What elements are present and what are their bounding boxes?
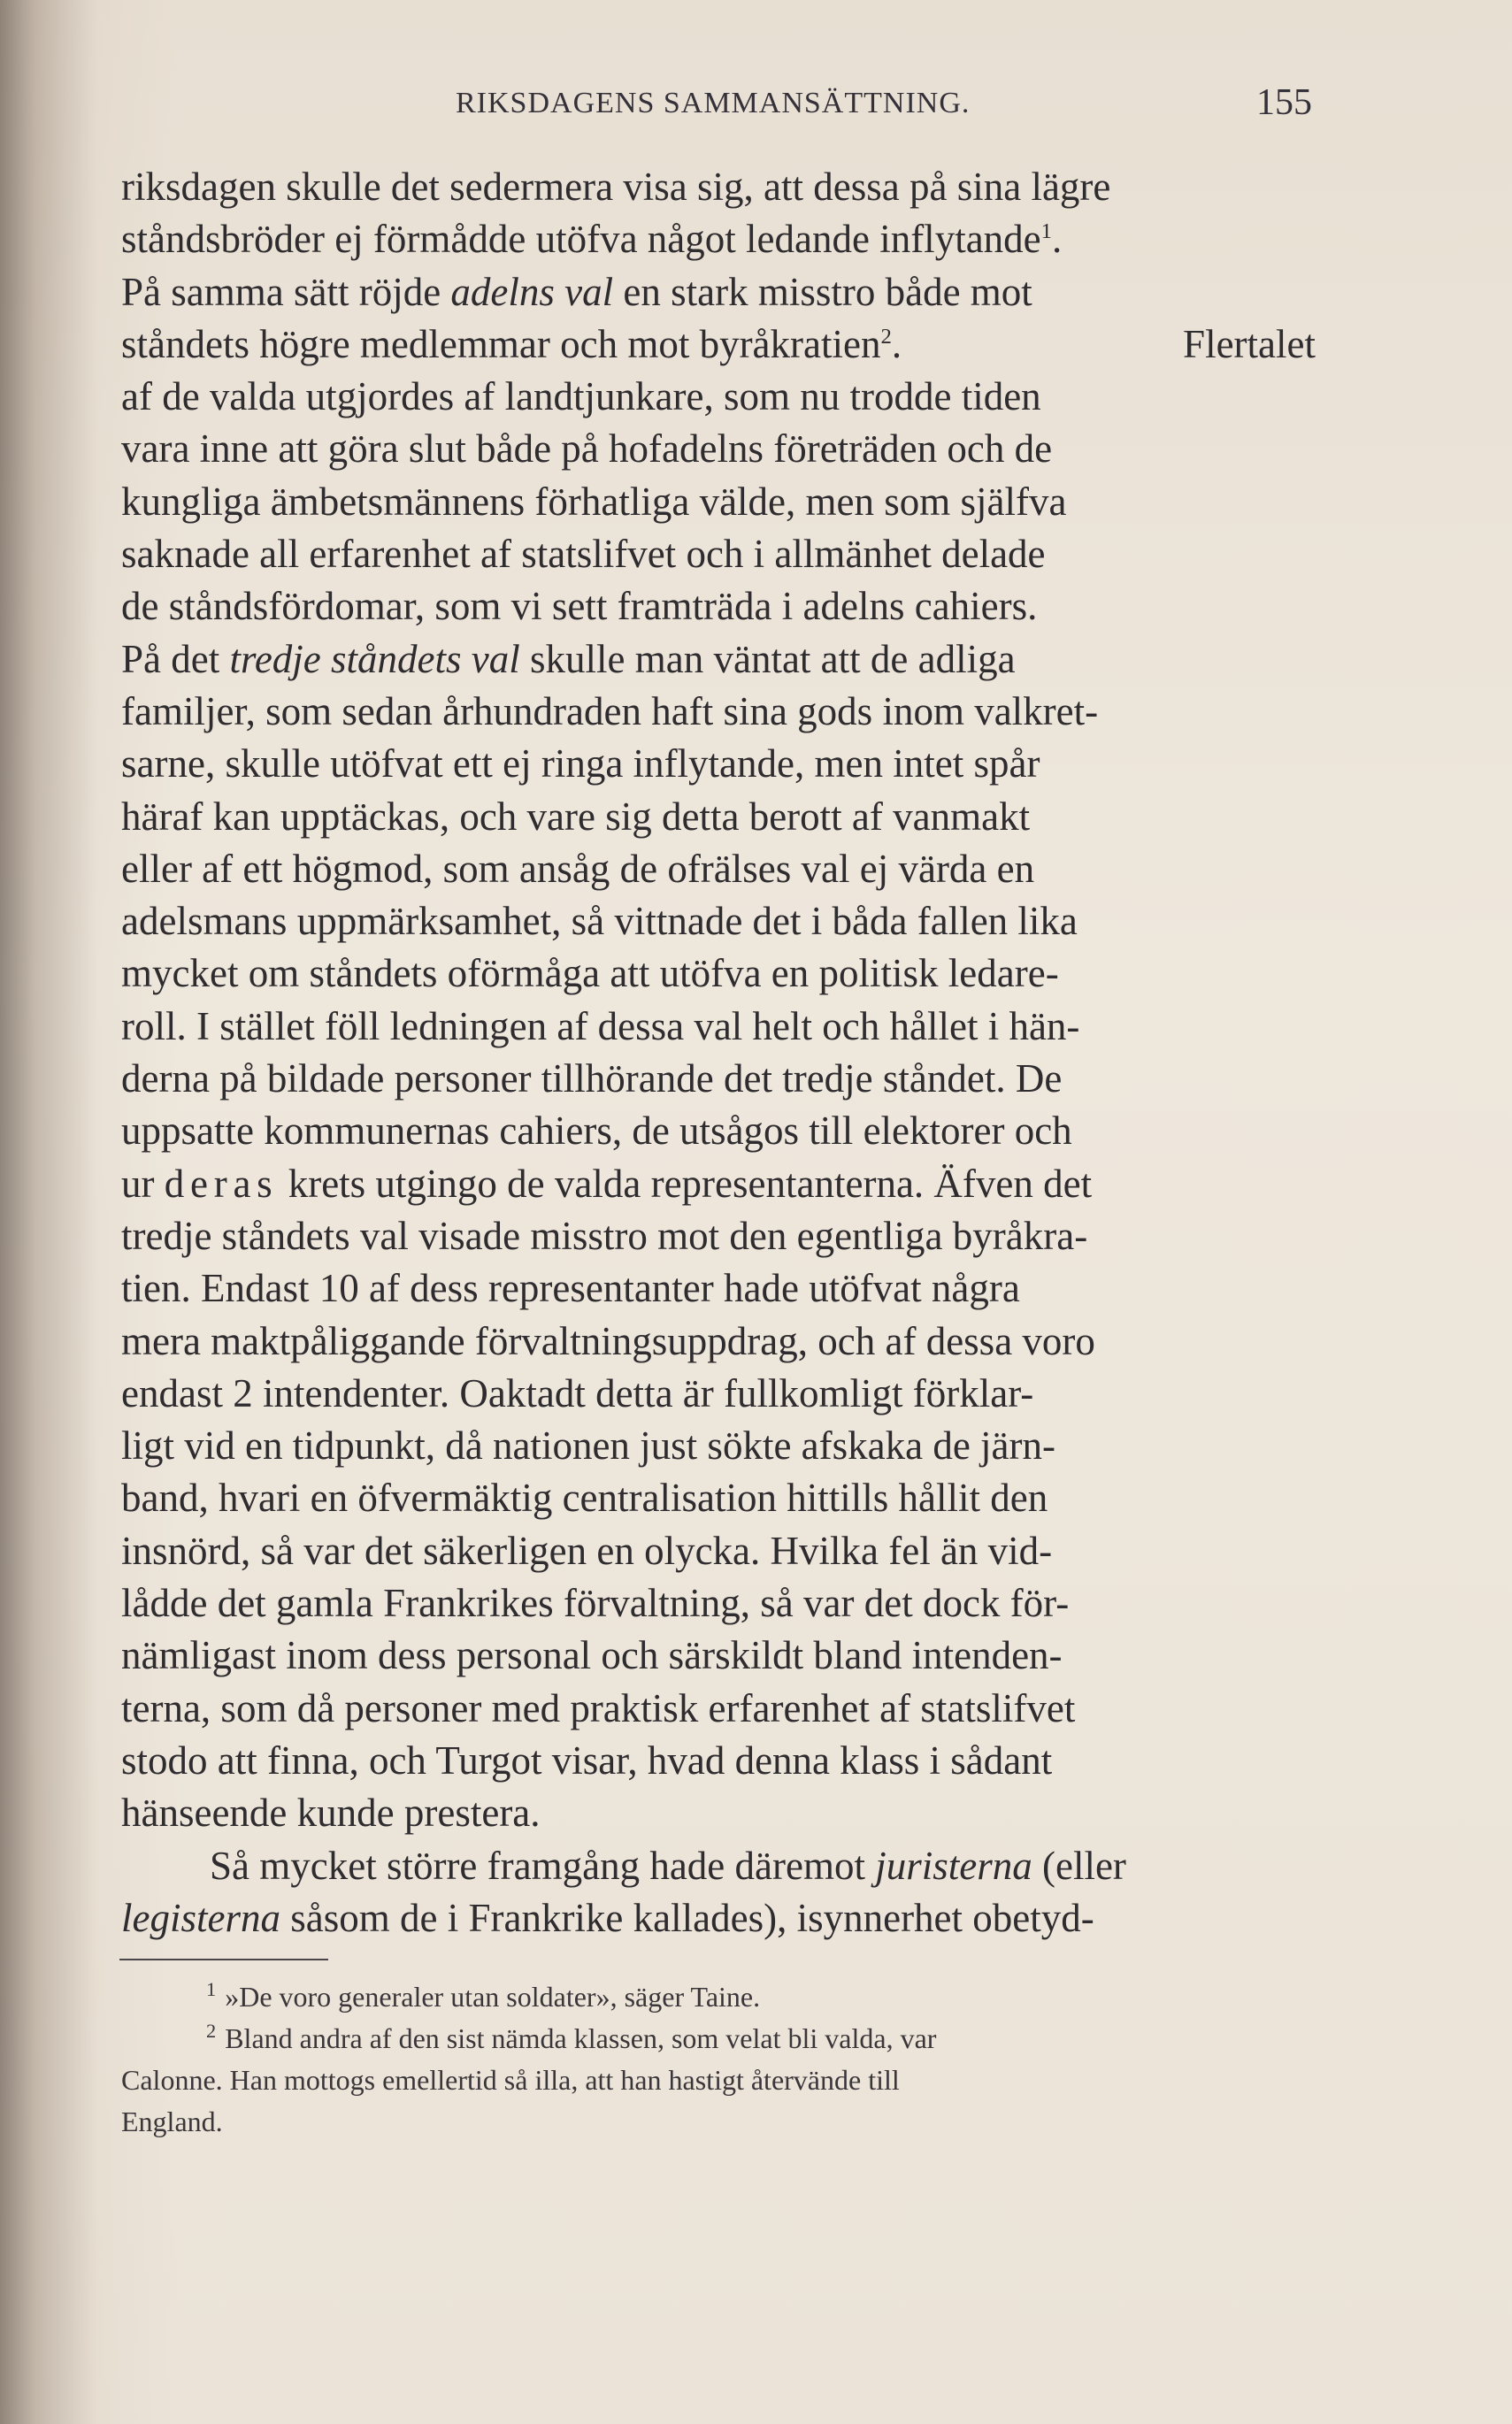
text-line: riksdagen skulle det sedermera visa sig, att dessa på sina lägre	[121, 165, 1111, 209]
text-line: ståndsbröder ej förmådde utöfva något ledande inflytande$^1$.	[121, 217, 1063, 262]
text-line: legisterna såsom de i Frankrike kallades), isynnerhet obetyd-	[121, 1892, 1316, 1945]
footnote-mark: 2	[206, 2020, 217, 2043]
text-line: lådde det gamla Frankrikes förvaltning, så var det dock för-	[121, 1581, 1070, 1626]
footnote-ref: 1	[1040, 219, 1053, 244]
text-line: vara inne att göra slut både på hofadelns företräden och de	[121, 426, 1053, 472]
footnote-mark: 1	[206, 1978, 217, 2001]
text-line: adelsmans uppmärksamhet, så vittnade det i båda fallen lika	[121, 899, 1078, 944]
text-line: häraf kan upptäckas, och vare sig detta berott af vanmakt	[121, 794, 1031, 839]
text-line: stodo att finna, och Turgot visar, hvad denna klass i sådant	[121, 1737, 1053, 1783]
text-line: På samma sätt röjde adelns val en stark misstro både mot	[121, 266, 1316, 318]
text-line: kungliga ämbetsmännens förhatliga välde, men som själfva	[121, 479, 1067, 524]
text-line: hänseende kunde prestera.	[121, 1791, 541, 1836]
text-line: sarne, skulle utöfvat ett ej ringa inflytande, men intet spår	[121, 741, 1040, 786]
text-line: derna på bildade personer tillhörande det tredje ståndet. De	[121, 1056, 1063, 1101]
text-line: nämligast inom dess personal och särskildt bland intenden-	[121, 1633, 1063, 1678]
text-line: terna, som då personer med praktisk erfarenhet af statslifvet	[121, 1685, 1076, 1730]
footnote: $^1$ »De voro generaler utan soldater», säger Taine.	[206, 1978, 761, 2013]
text-line: insnörd, så var det säkerligen en olycka. Hvilka fel än vid-	[121, 1528, 1053, 1573]
text-line: de ståndsfördomar, som vi sett framträda i adelns cahiers.	[121, 584, 1038, 629]
footnote: $^2$ Bland andra af den sist nämda klassen, som velat bli valda, var	[206, 2020, 937, 2054]
italic-term: tredje ståndets val	[229, 636, 520, 681]
footnote-continuation: Calonne. Han mottogs emellertid så illa, att han hastigt återvände till	[121, 2064, 900, 2096]
text-line: uppsatte kommunernas cahiers, de utsågos till elektorer och	[121, 1108, 1072, 1154]
text-line: Så mycket större framgång hade däremot juristerna (eller	[121, 1840, 1316, 1892]
text-line: ståndets högre medlemmar och mot byråkratien$^2$. Flertalet	[121, 321, 1316, 366]
italic-term: legisterna	[121, 1895, 280, 1940]
text-line: band, hvari en öfvermäktig centralisation hittills hållit den	[121, 1476, 1048, 1521]
text-line: tien. Endast 10 af dess representanter hade utöfvat några	[121, 1266, 1020, 1311]
footnotes	[121, 1976, 1316, 2143]
text-line: tredje ståndets val visade misstro mot den egentliga byråkra-	[121, 1213, 1088, 1258]
footnote-divider	[119, 1959, 328, 1960]
footnote-continuation: England.	[121, 2106, 223, 2137]
text-line: ur deras krets utgingo de valda representanterna. Äfven det	[121, 1158, 1316, 1210]
text-line: ligt vid en tidpunkt, då nationen just sökte afskaka de järn-	[121, 1423, 1056, 1469]
italic-term: adelns val	[450, 269, 614, 314]
italic-term: juristerna	[875, 1843, 1032, 1888]
text-line: endast 2 intendenter. Oaktadt detta är fullkomligt förklar-	[121, 1370, 1034, 1415]
text-line: eller af ett högmod, som ansåg de ofrälses val ej värda en	[121, 846, 1035, 891]
main-text	[121, 161, 1316, 1945]
text-line: mycket om ståndets oförmåga att utöfva en politisk ledare-	[121, 951, 1059, 996]
spaced-word: deras	[164, 1161, 279, 1206]
text-line: mera maktpåliggande förvaltningsuppdrag, och af dessa voro	[121, 1318, 1095, 1363]
footnote-ref: 2	[880, 324, 892, 349]
text-line: familjer, som sedan århundraden haft sina gods inom valkret-	[121, 688, 1099, 733]
page-number: 155	[1256, 82, 1312, 123]
text-line: På det tredje ståndets val skulle man väntat att de adliga	[121, 633, 1316, 686]
text-line: af de valda utgjordes af landtjunkare, som nu trodde tiden	[121, 374, 1041, 419]
text-line: roll. I stället föll ledningen af dessa val helt och hållet i hän-	[121, 1003, 1080, 1048]
page-header	[0, 82, 1512, 140]
text-line: saknade all erfarenhet af statslifvet och i allmänhet delade	[121, 532, 1046, 577]
running-title: RIKSDAGENS SAMMANSÄTTNING.	[456, 87, 971, 119]
